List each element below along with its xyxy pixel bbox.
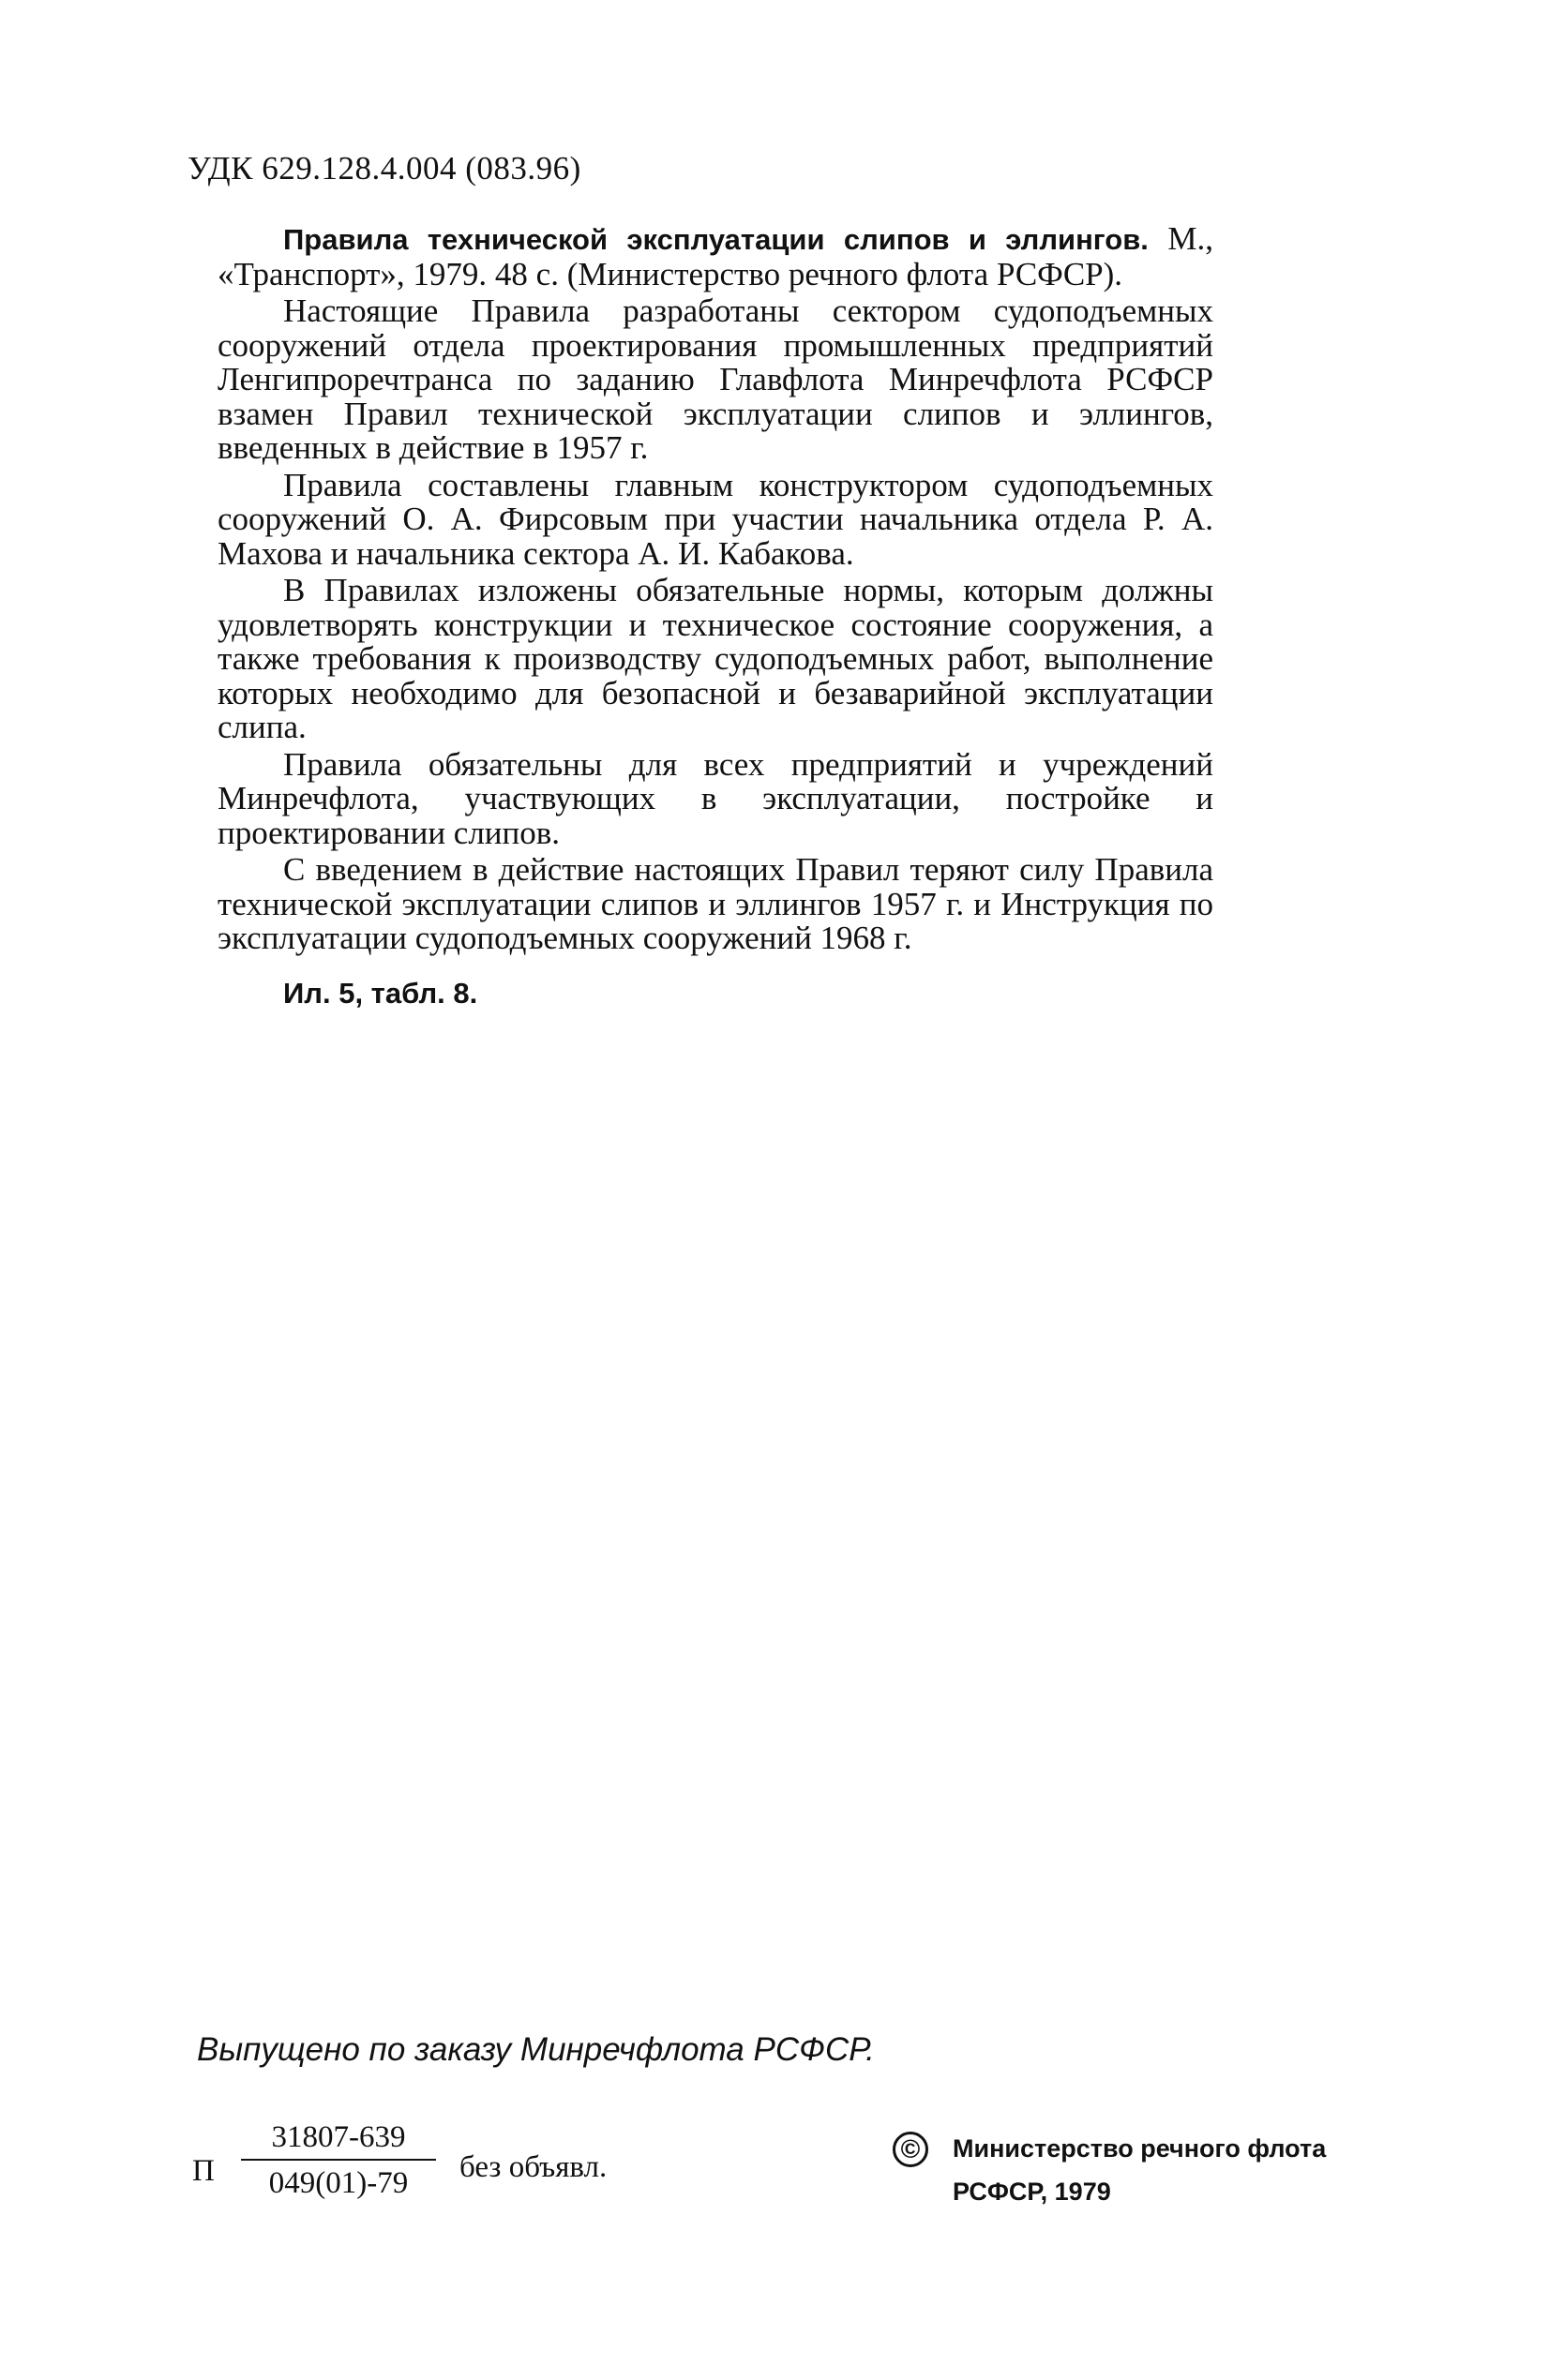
index-denominator: 049(01)-79 bbox=[268, 2166, 409, 2200]
fraction-line bbox=[241, 2159, 436, 2161]
paragraph-contents: В Правилах изложены обязательные нормы, которым должны удовлетворять конструкции и техническое состояние сооружения, а также требования к производству судоподъемных работ, выполнение которых необходимо для безопасной и безаварийной эксплуатации слипа. bbox=[218, 572, 1213, 745]
index-letter: П bbox=[192, 2154, 215, 2188]
book-title: Правила технической эксплуатации слипов и эллингов. bbox=[283, 223, 1149, 256]
paragraph-supersedes: С введением в действие настоящих Правил теряют силу Правила технической эксплуатации слипов и эллингов 1957 г. и Инструкция по эксплуатации судоподъемных сооружений 1968 г. bbox=[218, 851, 1213, 956]
index-fraction bbox=[241, 2120, 436, 2201]
copyright-icon: © bbox=[893, 2132, 928, 2167]
bibliographic-description bbox=[218, 222, 1213, 292]
publication-details: М., «Транспорт», 1979. 48 с. (Министерство речного флота РСФСР). bbox=[218, 220, 1213, 292]
paragraph-developers: Настоящие Правила разработаны сектором судоподъемных сооружений отдела проектирования промышленных предприятий Ленгипроречтранса по заданию Главфлота Минречфлота РСФСР взамен Правил технической эксплуатации слипов и эллингов, введенных в действие в 1957 г. bbox=[218, 292, 1213, 466]
udk-code: УДК 629.128.4.004 (083.96) bbox=[188, 150, 581, 187]
no-announcement-note: без объявл. bbox=[459, 2150, 608, 2184]
main-text bbox=[218, 222, 1213, 1010]
copyright-year: РСФСР, 1979 bbox=[953, 2178, 1111, 2206]
issued-note: Выпущено по заказу Минречфлота РСФСР. bbox=[197, 2031, 875, 2068]
paragraph-obligations: Правила обязательны для всех предприятий и учреждений Минречфлота, участвующих в эксплуатации, постройке и проектировании слипов. bbox=[218, 745, 1213, 851]
copyright-holder: Министерство речного флота bbox=[953, 2134, 1327, 2163]
index-numerator: 31807-639 bbox=[271, 2120, 406, 2154]
illustrations-count: Ил. 5, табл. 8. bbox=[283, 976, 478, 1010]
paragraph-authors: Правила составлены главным конструктором судоподъемных сооружений О. А. Фирсовым при участии начальника отдела Р. А. Махова и начальника сектора А. И. Кабакова. bbox=[218, 466, 1213, 572]
